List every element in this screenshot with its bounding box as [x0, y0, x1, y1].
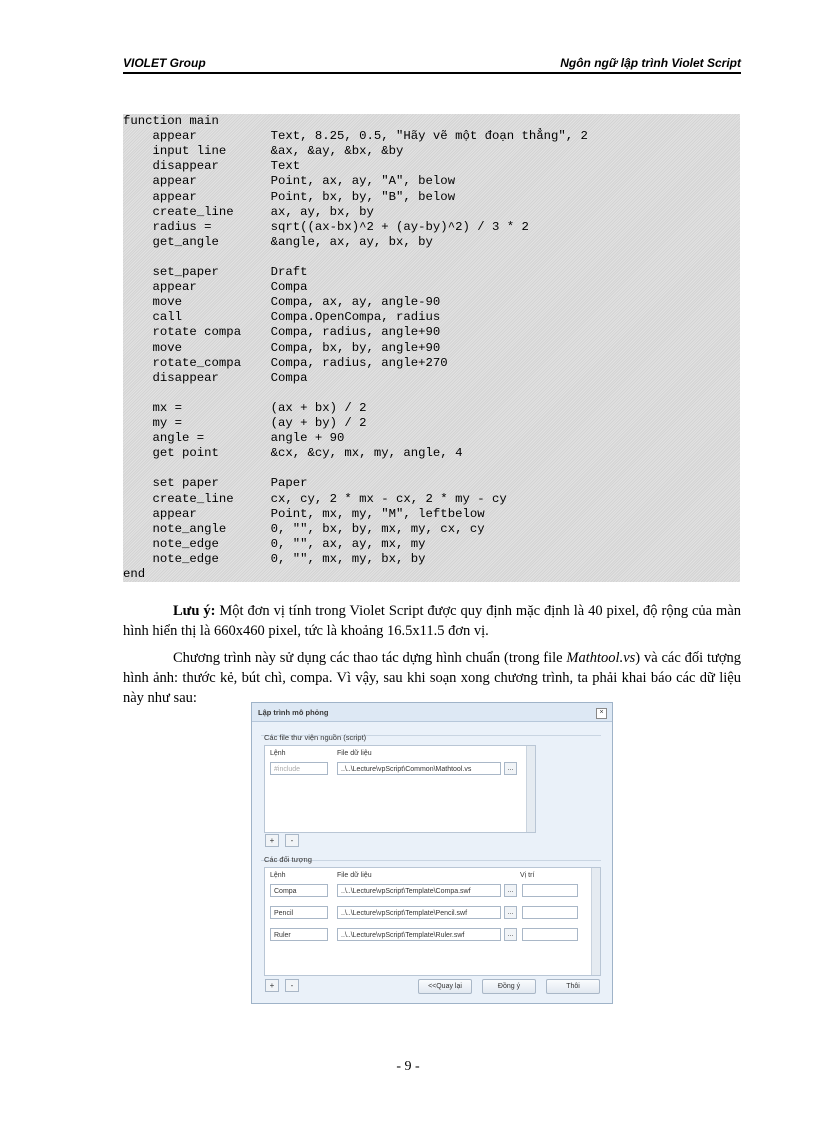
- object-browse-button[interactable]: ...: [504, 928, 517, 941]
- header-group-name: VIOLET Group: [123, 56, 206, 70]
- objects-add-button[interactable]: +: [265, 979, 279, 992]
- object-position-input[interactable]: [522, 906, 578, 919]
- back-button[interactable]: <<Quay lại: [418, 979, 472, 994]
- intro-text-after: ) và các đối tượng hình ảnh: thước kẻ, bút chì, compa. Vì vậy, sau khi soạn xong chương trình, ta phải khai báo các dữ liệu này như sau:: [123, 650, 741, 706]
- code-line: mx = (ax + bx) / 2: [123, 400, 367, 415]
- objects-scrollbar[interactable]: [591, 868, 600, 975]
- code-line: disappear Compa: [123, 370, 308, 385]
- code-line: note_angle 0, "", bx, by, mx, my, cx, cy: [123, 521, 485, 536]
- object-command-input[interactable]: Compa: [270, 884, 328, 897]
- code-line: end: [123, 567, 146, 581]
- simulation-programming-dialog: [251, 702, 613, 1004]
- intro-paragraph: [123, 648, 741, 708]
- library-file-input[interactable]: ..\..\Lecture\vpScript\Common\Mathtool.vs: [337, 762, 501, 775]
- note-paragraph: [123, 601, 741, 641]
- dialog-title: Lập trình mô phỏng: [258, 708, 329, 717]
- mathtool-filename: Mathtool.vs: [566, 650, 636, 666]
- objects-group-line: [261, 860, 601, 861]
- object-position-input[interactable]: [522, 884, 578, 897]
- code-line: rotate compa Compa, radius, angle+90: [123, 325, 441, 340]
- code-line: rotate_compa Compa, radius, angle+270: [123, 355, 448, 370]
- objects-remove-button[interactable]: -: [285, 979, 299, 992]
- code-line: create_line ax, ay, bx, by: [123, 204, 374, 219]
- code-line: appear Point, ax, ay, "A", below: [123, 174, 456, 189]
- code-line: appear Compa: [123, 280, 308, 295]
- object-file-input[interactable]: ..\..\Lecture\vpScript\Template\Compa.swf: [337, 884, 501, 897]
- library-col-command: Lệnh: [270, 750, 286, 757]
- code-line: appear Point, mx, my, "M", leftbelow: [123, 506, 485, 521]
- objects-panel: [264, 867, 601, 976]
- dialog-title-bar: [252, 703, 612, 722]
- object-command-input[interactable]: Pencil: [270, 906, 328, 919]
- object-file-input[interactable]: ..\..\Lecture\vpScript\Template\Pencil.swf: [337, 906, 501, 919]
- code-line: create_line cx, cy, 2 * mx - cx, 2 * my - cy: [123, 491, 507, 506]
- objects-col-command: Lệnh: [270, 872, 286, 879]
- code-line: disappear Text: [123, 159, 301, 174]
- page-number: - 9 -: [396, 1059, 420, 1074]
- code-line: get point &cx, &cy, mx, my, angle, 4: [123, 446, 463, 461]
- library-browse-button[interactable]: ...: [504, 762, 517, 775]
- library-panel: [264, 745, 536, 833]
- code-line: appear Text, 8.25, 0.5, "Hãy vẽ một đoạn thẳng", 2: [123, 129, 588, 144]
- object-command-input[interactable]: Ruler: [270, 928, 328, 941]
- objects-col-position: Vị trí: [520, 872, 535, 879]
- library-remove-button[interactable]: -: [285, 834, 299, 847]
- ok-button[interactable]: Đồng ý: [482, 979, 536, 994]
- library-scrollbar[interactable]: [526, 746, 535, 832]
- code-line: note_edge 0, "", mx, my, bx, by: [123, 551, 426, 566]
- code-line: angle = angle + 90: [123, 431, 345, 446]
- note-text: Một đơn vị tính trong Violet Script được quy định mặc định là 40 pixel, độ rộng của màn hình hiển thị là 660x460 pixel, tức là khoảng 16.5x11.5 đơn vị.: [123, 603, 742, 639]
- library-add-button[interactable]: +: [265, 834, 279, 847]
- code-line: note_edge 0, "", ax, ay, mx, my: [123, 536, 426, 551]
- code-line: my = (ay + by) / 2: [123, 416, 367, 430]
- library-group-title: Các file thư viện nguồn (script): [264, 733, 367, 742]
- code-line: input line &ax, &ay, &bx, &by: [123, 144, 404, 159]
- library-col-file: File dữ liệu: [337, 750, 372, 757]
- code-line: set paper Paper: [123, 476, 308, 491]
- exit-button[interactable]: Thôi: [546, 979, 600, 994]
- library-command-input[interactable]: #include: [270, 762, 328, 775]
- code-line: appear Point, bx, by, "B", below: [123, 189, 456, 204]
- code-line: radius = sqrt((ax-bx)^2 + (ay-by)^2) / 3 * 2: [123, 219, 529, 234]
- object-browse-button[interactable]: ...: [504, 884, 517, 897]
- object-browse-button[interactable]: ...: [504, 906, 517, 919]
- object-position-input[interactable]: [522, 928, 578, 941]
- objects-col-file: File dữ liệu: [337, 872, 372, 879]
- note-label: Lưu ý:: [173, 603, 216, 619]
- object-file-input[interactable]: ..\..\Lecture\vpScript\Template\Ruler.swf: [337, 928, 501, 941]
- intro-text-before: Chương trình này sử dụng các thao tác dựng hình chuẩn (trong file: [173, 650, 567, 666]
- objects-group-title: Các đối tượng: [264, 855, 312, 864]
- code-listing: [123, 114, 740, 582]
- code-line: set_paper Draft: [123, 265, 308, 279]
- code-line: call Compa.OpenCompa, radius: [123, 310, 441, 325]
- page-header: [123, 56, 741, 74]
- code-line: function main: [123, 114, 219, 128]
- code-line: move Compa, ax, ay, angle-90: [123, 295, 441, 310]
- code-line: move Compa, bx, by, angle+90: [123, 340, 441, 355]
- header-document-title: Ngôn ngữ lập trình Violet Script: [560, 56, 741, 70]
- close-button[interactable]: ×: [596, 708, 607, 719]
- code-line: get_angle &angle, ax, ay, bx, by: [123, 234, 433, 249]
